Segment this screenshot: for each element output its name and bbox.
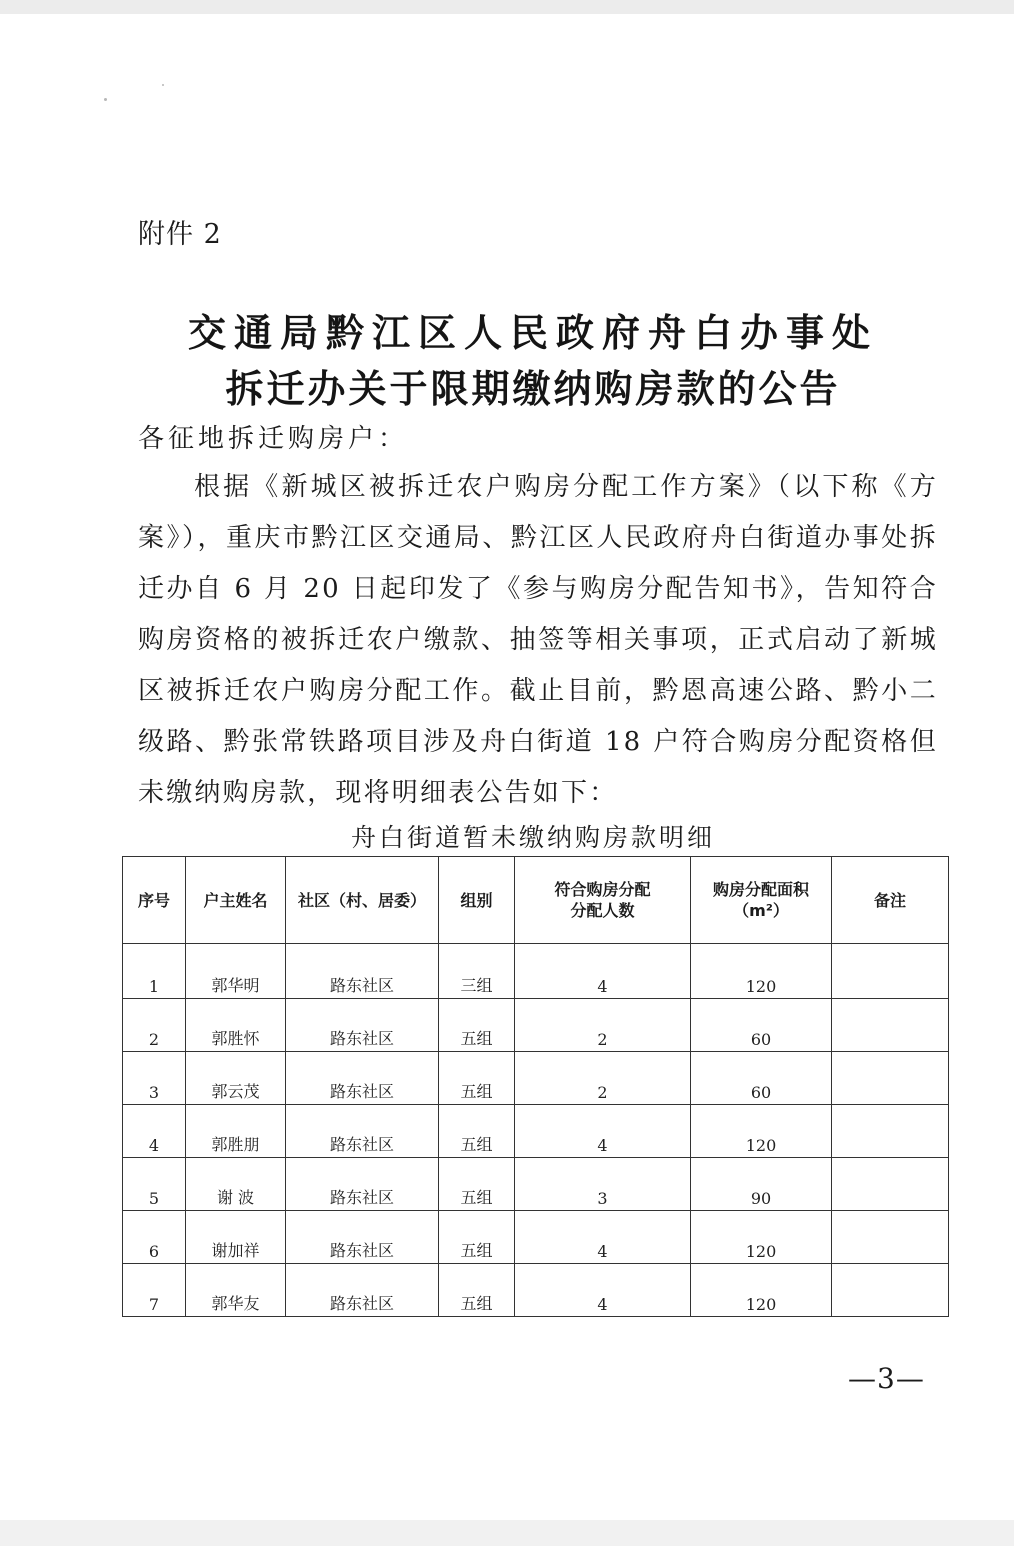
scan-speck	[162, 84, 164, 86]
cell-remark	[832, 1211, 949, 1264]
cell-group: 五组	[439, 1105, 515, 1158]
page-number: —3—	[848, 1362, 925, 1395]
cell-no: 2	[123, 999, 186, 1052]
cell-count: 4	[515, 1105, 691, 1158]
scan-top-edge	[0, 0, 1014, 14]
cell-group: 五组	[439, 1052, 515, 1105]
table-caption: 舟白街道暂未缴纳购房款明细	[350, 823, 715, 852]
cell-community: 路东社区	[286, 1264, 439, 1317]
cell-name: 谢 波	[186, 1158, 286, 1211]
cell-area: 60	[691, 999, 832, 1052]
cell-community: 路东社区	[286, 1211, 439, 1264]
table-row	[123, 944, 949, 999]
table-row	[123, 1052, 949, 1105]
header-area-line-1: 购房分配面积	[712, 880, 809, 899]
cell-area: 120	[691, 1105, 832, 1158]
cell-remark	[832, 944, 949, 999]
header-name: 户主姓名	[186, 857, 286, 944]
cell-area: 90	[691, 1158, 832, 1211]
body-paragraph: 根据《新城区被拆迁农户购房分配工作方案》（以下称《方案》），重庆市黔江区交通局、黔江区人民政府舟白街道办事处拆迁办自 6 月 20 日起印发了《参与购房分配告知书》，告知符合购房资格的被拆迁农户缴款、抽签等相关事项，正式启动了新城区被拆迁农户购房分配工作。截止目前，黔恩高速公路、黔小二级路、黔张常铁路项目涉及舟白街道 18 户符合购房分配资格但未缴纳购房款，现将明细表公告如下：	[138, 472, 938, 808]
cell-no: 5	[123, 1158, 186, 1211]
table-header-row	[123, 857, 949, 944]
cell-group: 五组	[439, 1264, 515, 1317]
table-row	[123, 999, 949, 1052]
cell-group: 五组	[439, 999, 515, 1052]
cell-remark	[832, 1105, 949, 1158]
header-no: 序号	[123, 857, 186, 944]
cell-area: 120	[691, 1211, 832, 1264]
notice-title-line-1: 交通局黔江区人民政府舟白办事处	[187, 311, 878, 355]
header-count-line-1: 符合购房分配	[554, 880, 651, 899]
cell-count: 4	[515, 1211, 691, 1264]
cell-count: 2	[515, 999, 691, 1052]
unpaid-detail-table	[122, 856, 949, 1317]
cell-remark	[832, 1158, 949, 1211]
table-row	[123, 1264, 949, 1317]
cell-no: 3	[123, 1052, 186, 1105]
cell-count: 3	[515, 1158, 691, 1211]
scan-bottom-edge	[0, 1520, 1014, 1546]
notice-title-line-2: 拆迁办关于限期缴纳购房款的公告	[225, 367, 841, 411]
header-area	[691, 857, 832, 944]
cell-name: 郭华友	[186, 1264, 286, 1317]
cell-remark	[832, 1052, 949, 1105]
cell-name: 郭胜朋	[186, 1105, 286, 1158]
cell-area: 120	[691, 1264, 832, 1317]
cell-area: 120	[691, 944, 832, 999]
attachment-label: 附件 2	[138, 219, 222, 250]
cell-community: 路东社区	[286, 1105, 439, 1158]
cell-name: 郭胜怀	[186, 999, 286, 1052]
header-area-line-2: （m²）	[733, 901, 789, 920]
cell-name: 谢加祥	[186, 1211, 286, 1264]
cell-group: 五组	[439, 1211, 515, 1264]
cell-community: 路东社区	[286, 999, 439, 1052]
cell-name: 郭云茂	[186, 1052, 286, 1105]
cell-group: 五组	[439, 1158, 515, 1211]
header-remark: 备注	[832, 857, 949, 944]
cell-count: 4	[515, 1264, 691, 1317]
cell-no: 7	[123, 1264, 186, 1317]
header-community: 社区（村、居委）	[286, 857, 439, 944]
table-row	[123, 1105, 949, 1158]
header-count	[515, 857, 691, 944]
cell-community: 路东社区	[286, 944, 439, 999]
cell-count: 4	[515, 944, 691, 999]
scan-speck	[104, 98, 107, 101]
cell-count: 2	[515, 1052, 691, 1105]
salutation: 各征地拆迁购房户：	[138, 424, 409, 454]
cell-name: 郭华明	[186, 944, 286, 999]
cell-no: 4	[123, 1105, 186, 1158]
cell-area: 60	[691, 1052, 832, 1105]
cell-remark	[832, 1264, 949, 1317]
table-row	[123, 1211, 949, 1264]
cell-community: 路东社区	[286, 1158, 439, 1211]
header-group: 组别	[439, 857, 515, 944]
header-count-line-2: 分配人数	[570, 901, 635, 920]
cell-group: 三组	[439, 944, 515, 999]
cell-community: 路东社区	[286, 1052, 439, 1105]
table-row	[123, 1158, 949, 1211]
cell-no: 1	[123, 944, 186, 999]
cell-no: 6	[123, 1211, 186, 1264]
cell-remark	[832, 999, 949, 1052]
